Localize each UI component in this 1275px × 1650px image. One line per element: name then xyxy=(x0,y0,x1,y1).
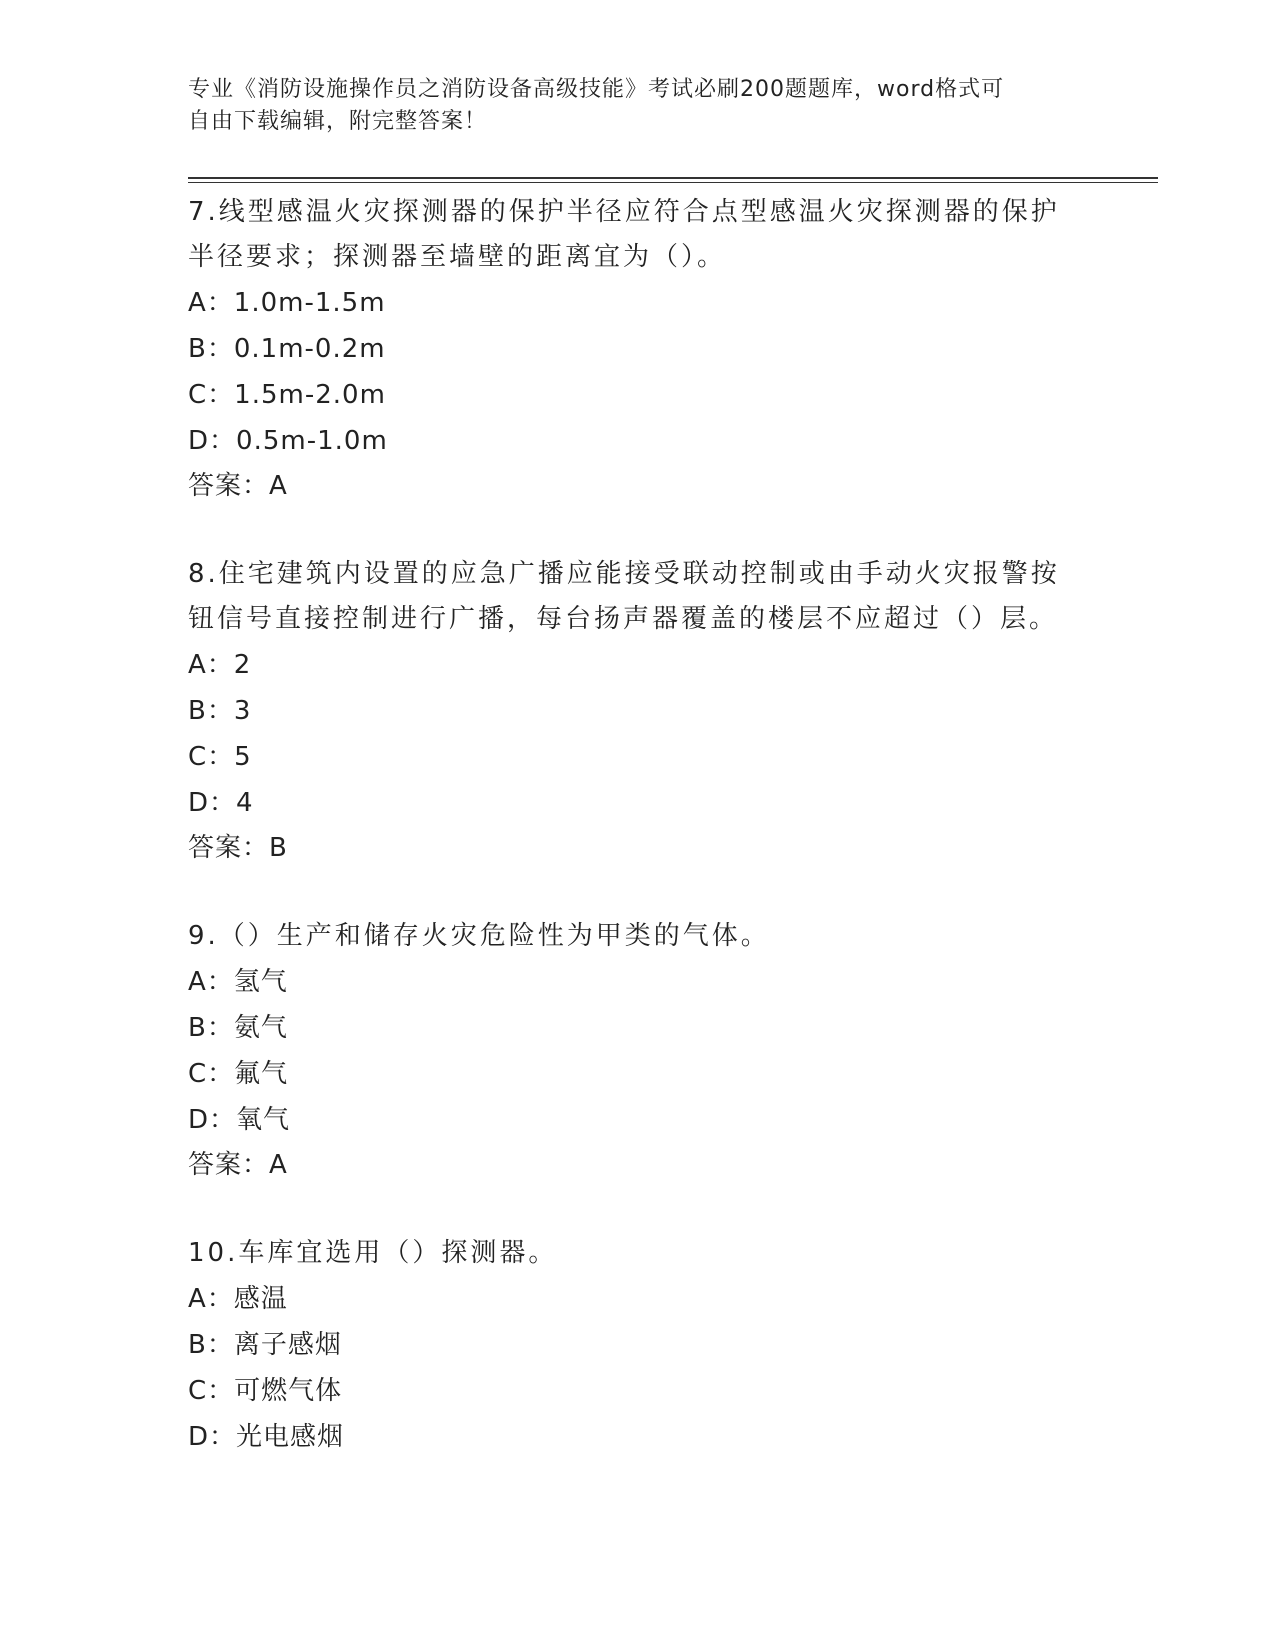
option-c xyxy=(188,734,1088,780)
option-text: 感温 xyxy=(233,1284,288,1314)
option-label: C： xyxy=(188,380,235,410)
option-text: 光电感烟 xyxy=(236,1422,345,1452)
option-d xyxy=(188,418,1088,464)
option-label: D： xyxy=(188,1105,237,1135)
option-text: 2 xyxy=(233,650,252,680)
option-label: C： xyxy=(188,1376,235,1406)
option-b xyxy=(188,1322,1088,1368)
option-label: B： xyxy=(188,334,234,364)
option-text: 氟气 xyxy=(234,1059,289,1089)
option-a xyxy=(188,1276,1088,1322)
question-10 xyxy=(188,1231,1088,1460)
option-label: B： xyxy=(188,696,234,726)
option-text: 1.5m-2.0m xyxy=(234,380,386,410)
question-stem: 9.（）生产和储存火灾危险性为甲类的气体。 xyxy=(188,921,770,951)
question-8 xyxy=(188,552,1088,871)
option-a xyxy=(188,280,1088,326)
question-stem: 7.线型感温火灾探测器的保护半径应符合点型感温火灾探测器的保护半径要求；探测器至墙壁的距离宜为（）。 xyxy=(188,197,1060,272)
answer-label: 答案： xyxy=(188,1150,270,1180)
option-label: A： xyxy=(188,1284,234,1314)
question-list xyxy=(188,190,1088,1503)
document-header xyxy=(188,74,1068,138)
option-label: D： xyxy=(188,788,237,818)
option-b xyxy=(188,1005,1088,1051)
header-line-1: 专业《消防设施操作员之消防设备高级技能》考试必刷200题题库，word格式可 xyxy=(188,77,1005,102)
option-text: 5 xyxy=(234,742,252,772)
option-label: A： xyxy=(188,650,234,680)
answer-value: A xyxy=(269,1150,288,1180)
answer-label: 答案： xyxy=(188,471,270,501)
question-stem: 8.住宅建筑内设置的应急广播应能接受联动控制或由手动火灾报警按钮信号直接控制进行广播，每台扬声器覆盖的楼层不应超过（）层。 xyxy=(188,559,1060,634)
option-text: 3 xyxy=(233,696,252,726)
option-text: 0.1m-0.2m xyxy=(233,334,386,364)
option-label: A： xyxy=(188,288,234,318)
answer-label: 答案： xyxy=(188,833,270,863)
option-label: A： xyxy=(188,967,234,997)
question-7 xyxy=(188,190,1088,509)
option-text: 可燃气体 xyxy=(234,1376,343,1406)
answer-line xyxy=(188,464,1088,509)
option-text: 氢气 xyxy=(233,967,288,997)
option-label: C： xyxy=(188,1059,235,1089)
option-text: 离子感烟 xyxy=(233,1330,342,1360)
option-c xyxy=(188,1051,1088,1097)
option-text: 4 xyxy=(236,788,254,818)
option-b xyxy=(188,326,1088,372)
question-9 xyxy=(188,914,1088,1188)
question-stem: 10.车库宜选用（）探测器。 xyxy=(188,1238,558,1268)
option-label: B： xyxy=(188,1013,234,1043)
option-label: B： xyxy=(188,1330,234,1360)
answer-value: B xyxy=(269,833,288,863)
option-label: D： xyxy=(188,1422,237,1452)
option-label: C： xyxy=(188,742,235,772)
header-divider-thin xyxy=(188,182,1158,183)
option-text: 0.5m-1.0m xyxy=(236,426,388,456)
header-divider-thick xyxy=(188,177,1158,179)
option-d xyxy=(188,780,1088,826)
header-line-2: 自由下载编辑，附完整答案！ xyxy=(188,109,488,134)
answer-value: A xyxy=(269,471,288,501)
answer-line xyxy=(188,826,1088,871)
option-text: 氨气 xyxy=(233,1013,288,1043)
option-c xyxy=(188,1368,1088,1414)
option-c xyxy=(188,372,1088,418)
option-text: 1.0m-1.5m xyxy=(233,288,386,318)
option-d xyxy=(188,1414,1088,1460)
option-b xyxy=(188,688,1088,734)
answer-line xyxy=(188,1143,1088,1188)
option-d xyxy=(188,1097,1088,1143)
option-label: D： xyxy=(188,426,237,456)
option-text: 氧气 xyxy=(236,1105,291,1135)
option-a xyxy=(188,959,1088,1005)
option-a xyxy=(188,642,1088,688)
